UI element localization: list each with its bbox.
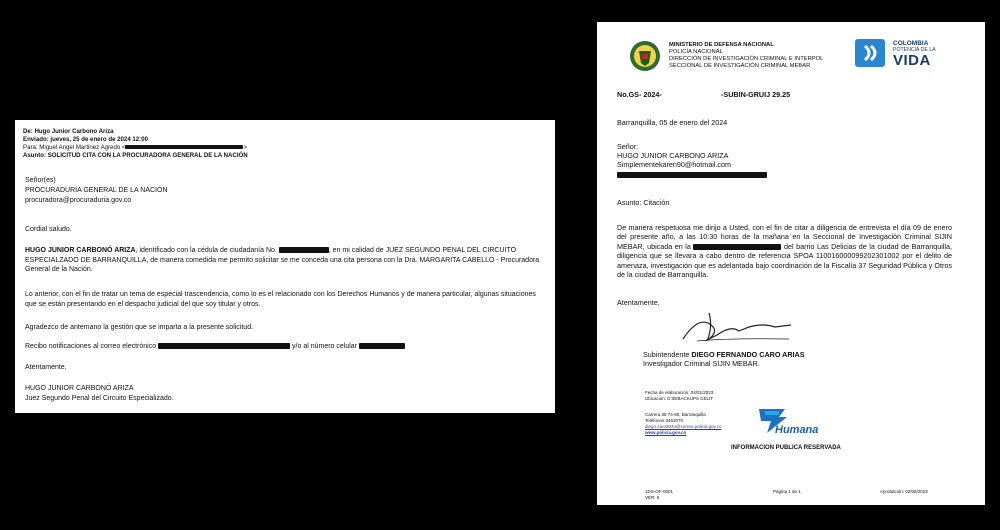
addressee-title: Señor(es) [25, 177, 56, 184]
email-to: Para: Miguel Angel Martinez Agredo < > [23, 144, 248, 151]
footer-page: Página 1 de 1 [773, 489, 801, 494]
salutation: Señor: [617, 142, 639, 151]
brand-colombia: COLOMBIA [893, 40, 929, 47]
redaction-bar [158, 343, 290, 349]
addressee-email: procuradora@procuraduria.gov.co [25, 197, 132, 204]
header-police: POLICÍA NACIONAL [669, 49, 723, 55]
brand-vida: VIDA [893, 52, 931, 69]
closing: Atentamente, [25, 364, 67, 371]
letter-body-part-2: del barrio Las Delicias de la ciudad de Barranquilla, diligencia que se llevara a cabo dentro de referencia SPOA 110016000099202301002 por el delito de amenaza, investigación que es adelantada bajo coordinación de la Fiscalía 37 Seguridad Pública y Otros de la ciudad de Barranquilla. [617, 241, 953, 280]
email-document [15, 120, 555, 413]
paragraph-1-part-c: , en mi calidad de JUEZ SEGUNDO PENAL DEL CIRCUITO ESPECIALZADO DE BARRANQUILLA, de manera comedida me permito solicitar se me conceda una cita persona con la Dra. MARGARITA CABELLO - Procuradora General de la Nación. [25, 247, 540, 274]
reserved-information: INFORMACION PUBLICA RESERVADA [731, 445, 841, 451]
email-to-text: Para: Miguel Angel Martinez Agredo < [23, 144, 126, 151]
letter-body [617, 223, 952, 279]
email-from: De: Hugo Junior Carbono Ariza [23, 128, 114, 135]
redaction-bar [359, 343, 405, 349]
brand-potencia: POTENCIA DE LA [893, 47, 936, 53]
signature-name: HUGO JUNIOR CARBONÓ ARIZA [25, 385, 134, 392]
footer-approval: Aprobación: 02/08/2023 [880, 489, 928, 494]
footer-version: VER: 6 [645, 495, 660, 500]
signer-name: DIEGO FERNANDO CARO ARIAS [691, 350, 805, 359]
recipient-email: Simplementekaren90@hotmail.com [617, 160, 731, 169]
addressee-name: PROCURADURIA GENERAL DE LA NACIÓN [25, 187, 168, 194]
address-line: Carrera 38 74-90, Barranquilla [645, 412, 706, 417]
document-number-right: -SUBIN-GRUIJ 29.25 [721, 90, 791, 99]
place-date: Barranquilla, 05 de enero del 2024 [617, 118, 728, 127]
header-ministry: MINISTERIO DE DEFENSA NACIONAL [669, 42, 774, 48]
letter-body-part-1: De manera respetuosa me dirijo a Usted, con el fin de citar a diligencia de entrevista el día 09 de enero del presente año, a las 10:30 horas de la mañana en la Seccional de Investigación Criminal SIJIN MEBAR, ubicada en la [617, 223, 952, 251]
signature-title: Juez Segundo Penal del Circuito Especializado. [25, 395, 174, 402]
phone-line: Teléfonos 3453070 [645, 418, 684, 423]
redaction-bar [617, 172, 767, 178]
header-section: SECCIONAL DE INVESTIGACIÓN CRIMINAL MEBAR [669, 63, 811, 69]
file-location: Ubicación: D:\DIBACKUPS CELIT [645, 396, 714, 401]
email-sent-text: Enviado: jueves, 25 de enero de 2024 12:00 [23, 136, 148, 143]
header-direction: DIRECCIÓN DE INVESTIGACIÓN CRIMINAL E INTERPOL [669, 56, 824, 62]
document-number-left: No.GS- 2024- [617, 90, 662, 99]
redaction-bar [279, 247, 329, 253]
sender-name-bold: HUGO JUNIOR CARBONÓ ARIZA [25, 247, 136, 254]
redaction-bar [693, 244, 781, 250]
signer-rank: Subintendente [643, 350, 690, 359]
paragraph-1-part-b: , identificado con la cédula de ciudadanía No. [135, 247, 277, 254]
paragraph-1 [25, 246, 547, 275]
letter-subject: Asunto: Citación [617, 198, 670, 207]
humana-wordmark: Humana [775, 424, 819, 436]
paragraph-4-part-b: y/o al número celular [292, 343, 358, 350]
redaction-bar [125, 145, 243, 149]
paragraph-4-part-a: Recibo notificaciones al correo electrónico [25, 343, 157, 350]
footer-code: 1DS-OF-0001 [645, 489, 674, 494]
paragraph-3: Agradezco de antemano la gestión que se imparta a la presente solicitud. [25, 324, 254, 331]
contact-email-link[interactable]: diego.caro3044@correo.policia.gov.co [645, 424, 722, 429]
signer-role: Investigador Criminal SIJIN MEBAR. [643, 359, 760, 368]
handwritten-signature-icon [679, 305, 799, 347]
website-link[interactable]: www.policia.gov.co [645, 430, 687, 435]
colombia-vida-logo-icon [855, 39, 887, 69]
paragraph-4 [25, 342, 405, 352]
signer-line [643, 350, 805, 359]
greeting: Cordial saludo. [25, 226, 72, 233]
police-crest-icon [629, 39, 661, 73]
elaboration-date: Fecha de elaboración: 04/01/2023 [645, 390, 714, 395]
recipient-name: HUGO JUNIOR CARBONO ARIZA [617, 151, 729, 160]
email-subject: Asunto: SOLICITUD CITA CON LA PROCURADORA GENERAL DE LA NACIÓN [23, 152, 248, 159]
paragraph-2: Lo anterior, con el fin de tratar un tema de especial trascendencia, como lo es el relacionado con los Derechos Humanos y de manera particular, algunas situaciones que se están presentando en el despacho judicial del que soy titular y otros. [25, 291, 536, 308]
police-letter-document [597, 22, 985, 505]
letter-closing: Atentamente, [617, 298, 660, 307]
